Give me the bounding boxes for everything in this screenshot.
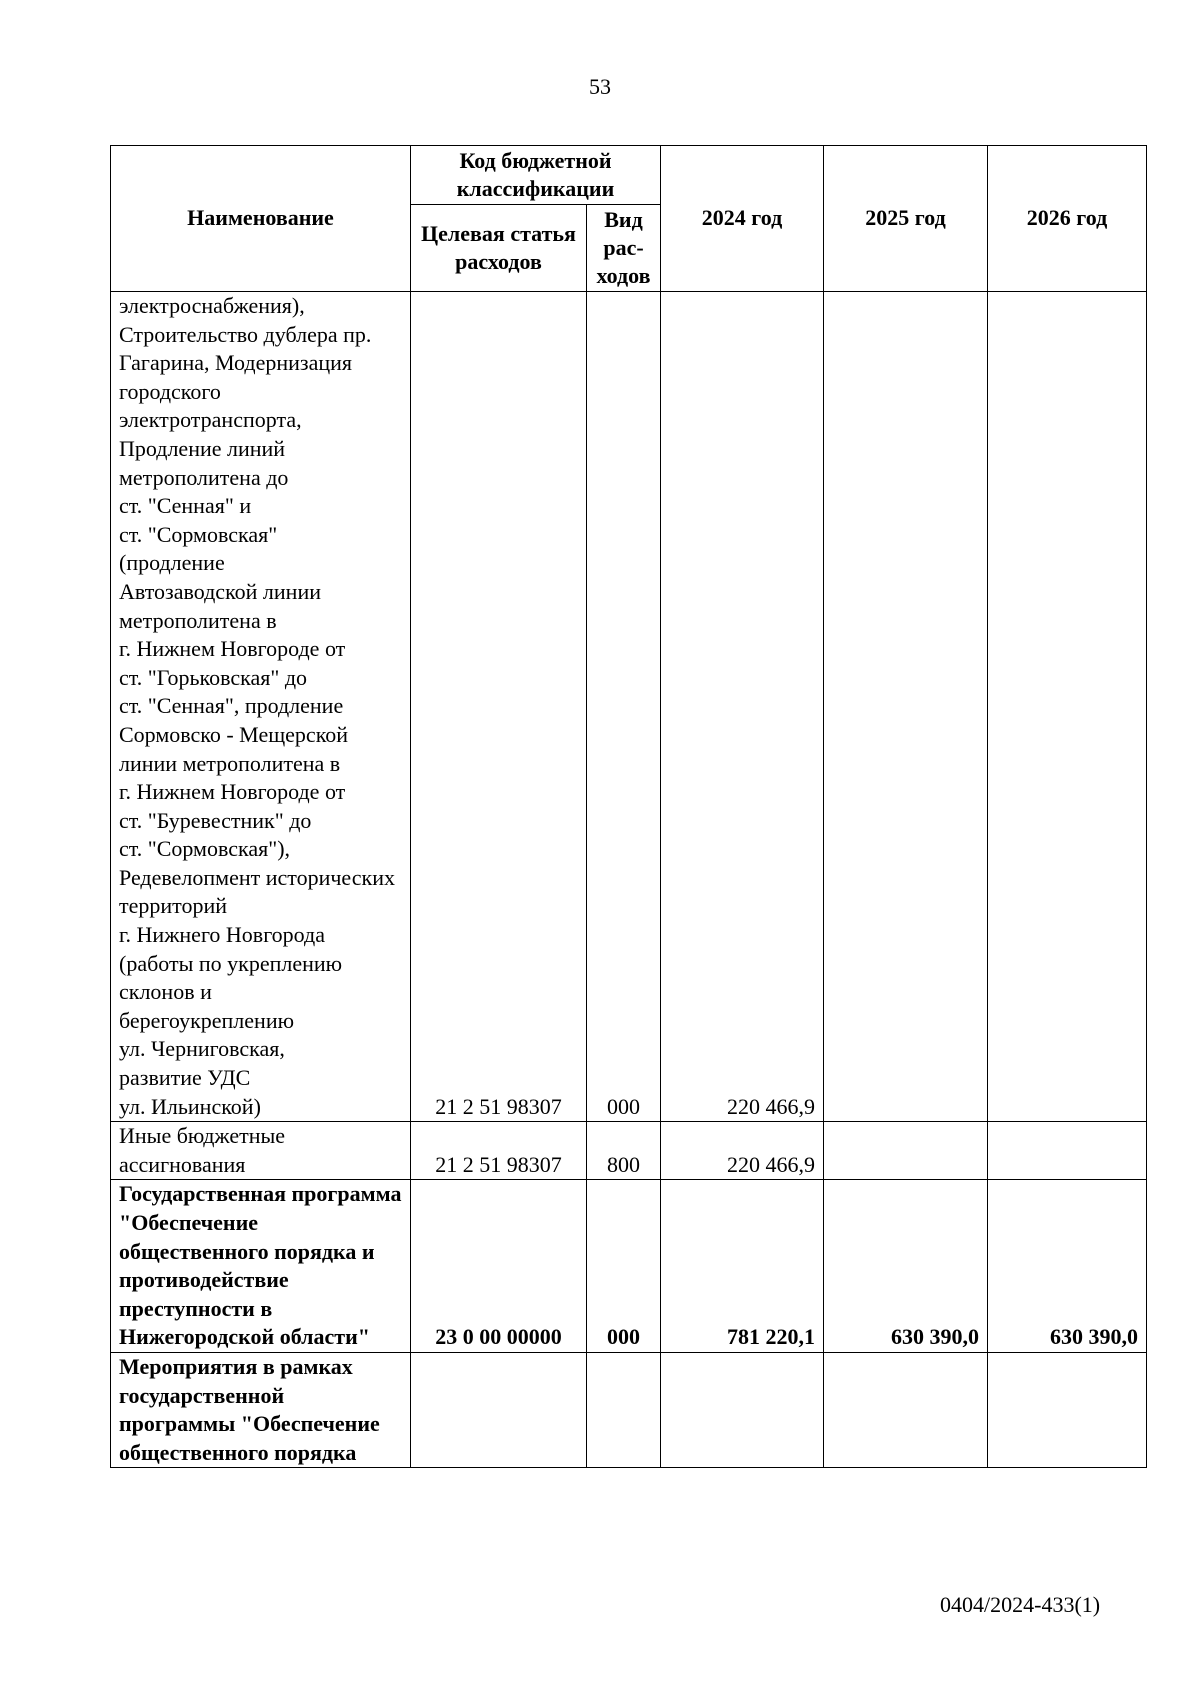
row-target-article: 23 0 00 00000	[411, 1180, 587, 1353]
row-expense-type: 000	[587, 292, 661, 1122]
row-expense-type: 800	[587, 1122, 661, 1180]
budget-table	[110, 145, 1147, 1468]
header-code-group: Код бюджетной классификации	[411, 146, 661, 205]
row-2025	[824, 1352, 988, 1467]
header-2026: 2026 год	[988, 146, 1147, 292]
row-target-article: 21 2 51 98307	[411, 292, 587, 1122]
header-2024: 2024 год	[661, 146, 824, 292]
header-name: Наименование	[111, 146, 411, 292]
row-2025	[824, 1122, 988, 1180]
row-2026: 630 390,0	[988, 1180, 1147, 1353]
row-2026	[988, 1352, 1147, 1467]
row-2024	[661, 1352, 824, 1467]
row-name: Иные бюджетные ассигнования	[111, 1122, 411, 1180]
row-expense-type: 000	[587, 1180, 661, 1353]
page-number: 53	[589, 74, 611, 99]
row-2024: 781 220,1	[661, 1180, 824, 1353]
table-row	[111, 1180, 1147, 1353]
row-2026	[988, 1122, 1147, 1180]
table-row	[111, 1122, 1147, 1180]
row-target-article	[411, 1352, 587, 1467]
row-2026	[988, 292, 1147, 1122]
row-2025: 630 390,0	[824, 1180, 988, 1353]
header-target-article: Целевая статья расходов	[411, 205, 587, 292]
row-target-article: 21 2 51 98307	[411, 1122, 587, 1180]
document-code: 0404/2024-433(1)	[940, 1592, 1101, 1617]
table-row	[111, 292, 1147, 1122]
row-2024: 220 466,9	[661, 292, 824, 1122]
row-name: Государственная программа "Обеспечение общественного порядка и противодействие преступности в Нижегородской области"	[111, 1180, 411, 1353]
header-2025: 2025 год	[824, 146, 988, 292]
row-name: Мероприятия в рамках государственной программы "Обеспечение общественного порядка	[111, 1352, 411, 1467]
header-expense-type: Вид рас-ходов	[587, 205, 661, 292]
row-2025	[824, 292, 988, 1122]
row-2024: 220 466,9	[661, 1122, 824, 1180]
row-name: электроснабжения), Строительство дублера пр. Гагарина, Модернизация городского электротранспорта, Продление линий метрополитена до ст. "Сенная" и ст. "Сормовская" (продление Автозаводской линии метрополитена в г. Нижнем Новгороде от ст. "Горьковская" до ст. "Сенная", продление Сормовско - Мещерской линии метрополитена в г. Нижнем Новгороде от ст. "Буревестник" до ст. "Сормовская"), Редевелопмент исторических территорий г. Нижнего Новгорода (работы по укреплению склонов и берегоукреплению ул. Черниговская, развитие УДС ул. Ильинской)	[111, 292, 411, 1122]
row-expense-type	[587, 1352, 661, 1467]
table-row	[111, 1352, 1147, 1467]
table-header-row	[111, 146, 1147, 205]
